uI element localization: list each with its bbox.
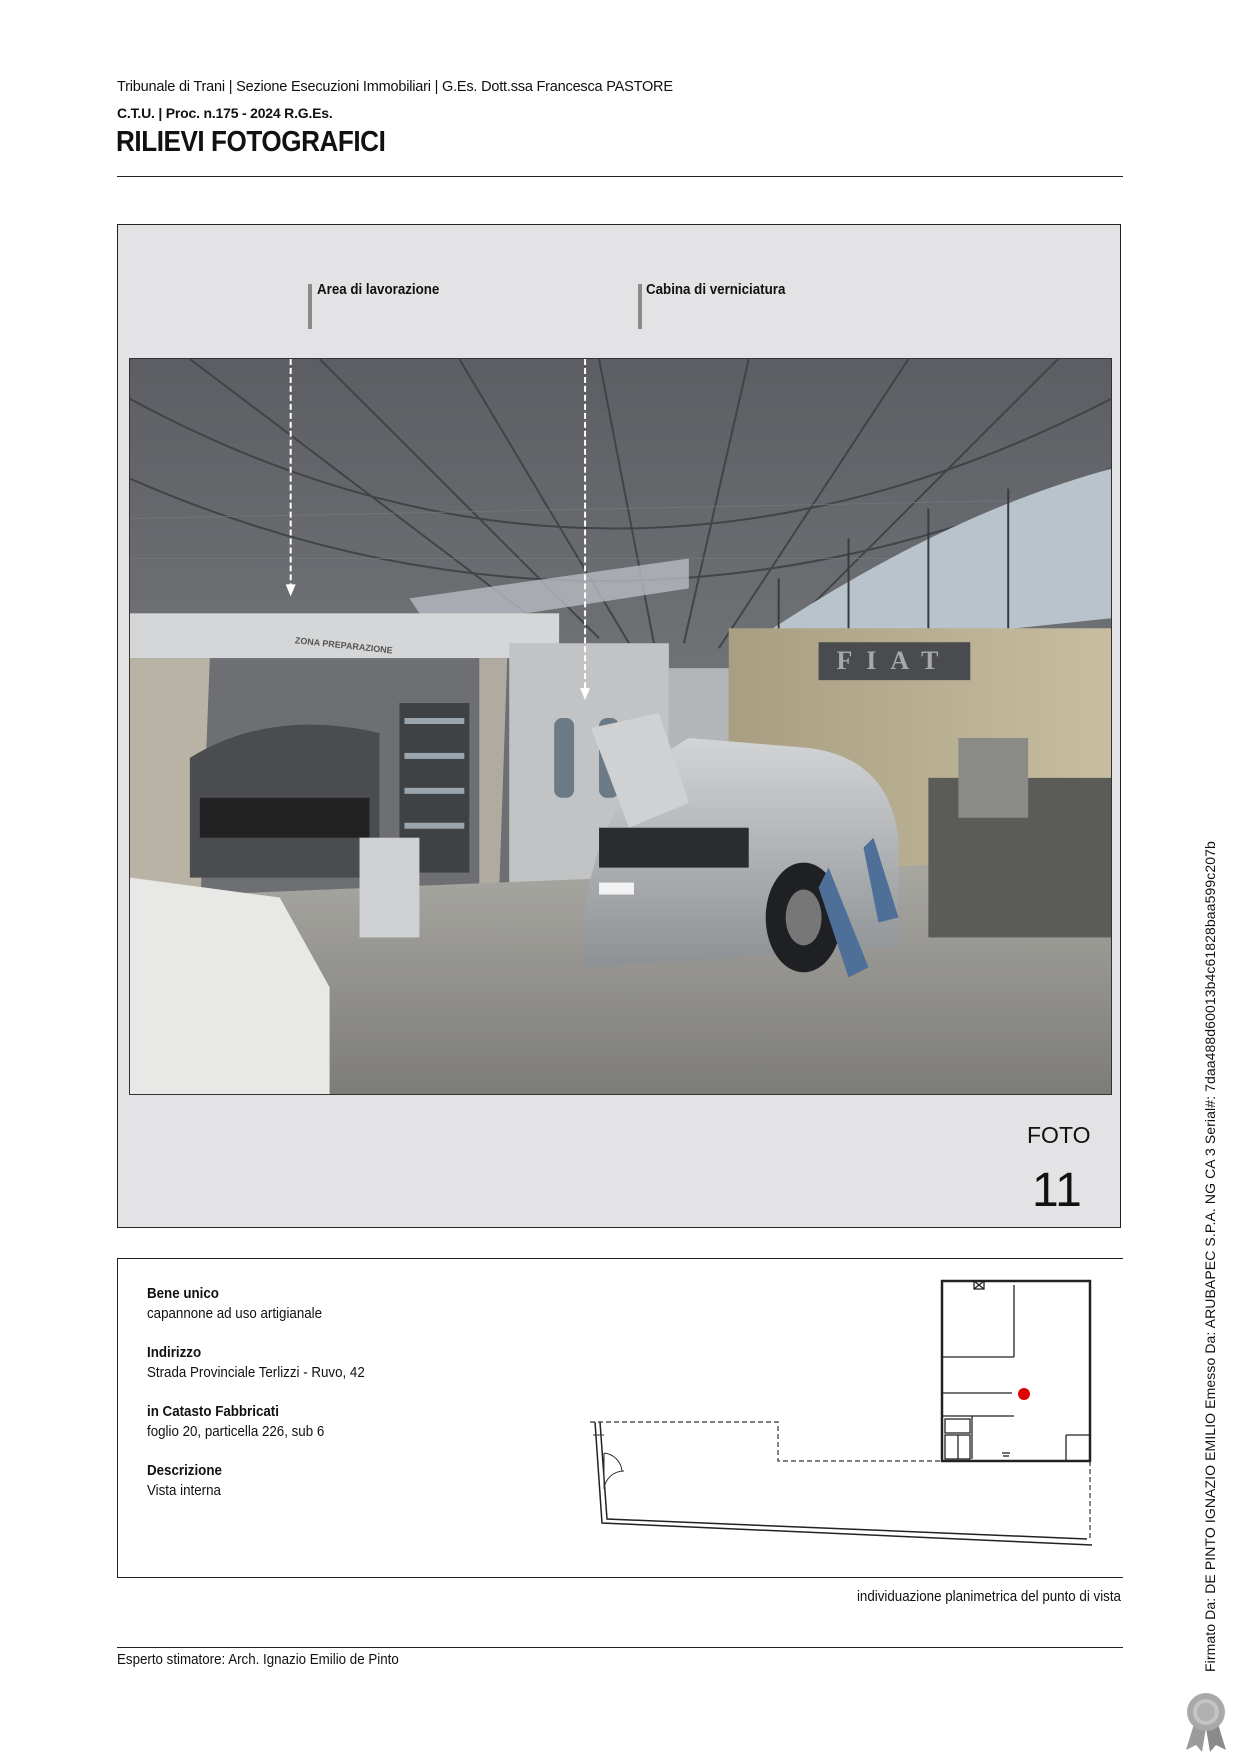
digital-signature: Firmato Da: DE PINTO IGNAZIO EMILIO Emesso Da: ARUBAPEC S.P.A. NG CA 3 Serial#: 7daa488d60013b4c61828baa599c207b [1202, 841, 1218, 1672]
footer-divider [117, 1647, 1123, 1648]
zone-sign: ZONA PREPARAZIONE [294, 635, 394, 656]
workshop-photo-illustration [130, 359, 1111, 1094]
page-title: RILIEVI FOTOGRAFICI [116, 126, 386, 158]
description-label: Descrizione [147, 1463, 222, 1479]
header-divider [117, 176, 1123, 177]
description-value: Vista interna [147, 1483, 221, 1499]
cadastre-label: in Catasto Fabbricati [147, 1404, 279, 1420]
photo-number: 11 [1032, 1164, 1082, 1217]
asset-label: Bene unico [147, 1286, 219, 1302]
viewpoint-marker [1018, 1388, 1030, 1400]
floor-plan [590, 1275, 1100, 1560]
address-value: Strada Provinciale Terlizzi - Ruvo, 42 [147, 1365, 365, 1381]
label-paint-booth: Cabina di verniciatura [646, 282, 786, 298]
fiat-sign: FIAT [836, 646, 953, 676]
label-work-area: Area di lavorazione [317, 282, 440, 298]
case-number: C.T.U. | Proc. n.175 - 2024 R.G.Es. [117, 105, 333, 121]
label-tick-right [638, 284, 642, 329]
workshop-photo [129, 358, 1112, 1095]
label-tick-left [308, 284, 312, 329]
photo-word: FOTO [1027, 1122, 1091, 1148]
address-label: Indirizzo [147, 1345, 202, 1361]
cadastre-value: foglio 20, particella 226, sub 6 [147, 1424, 325, 1440]
expert-credit: Esperto stimatore: Arch. Ignazio Emilio de Pinto [117, 1652, 399, 1668]
seal-icon [1182, 1690, 1230, 1752]
asset-value: capannone ad uso artigianale [147, 1306, 323, 1322]
plan-caption: individuazione planimetrica del punto di vista [857, 1589, 1121, 1605]
court-header: Tribunale di Trani | Sezione Esecuzioni Immobiliari | G.Es. Dott.ssa Francesca PASTORE [117, 79, 673, 95]
